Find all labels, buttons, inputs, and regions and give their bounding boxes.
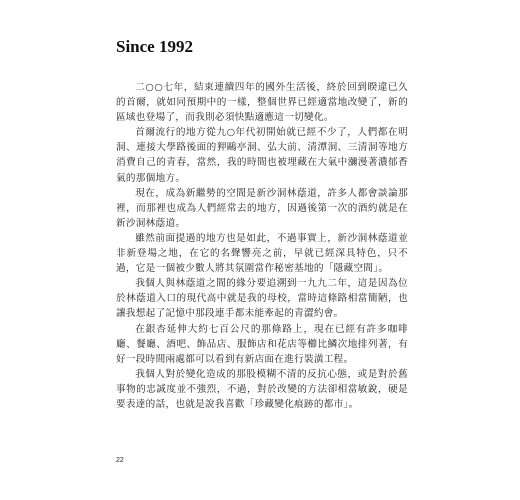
paragraph: 雖然前面提過的地方也是如此，不過事實上，新沙洞林蔭道並非新登場之地，在它的名聲響亮之前，早就已經深具特色，只不過，它是一個被少數人將其氛圍當作秘密基地的「隱藏空間」。 xyxy=(116,232,408,275)
paragraph: 我個人與林蔭道之間的緣分要追溯到一九九二年，這是因為位於林蔭道入口的現代高中就是我的母校，當時這條路相當簡陋，也讓我想起了記憶中那段連手都未能牽起的青澀約會。 xyxy=(116,278,408,320)
paragraph: 二○○七年，結束連續四年的國外生活後，終於回到睽違已久的首爾，就如同預期中的一樣，整個世界已經適當地改變了，新的區域也登場了，而我則必須快點適應這一切變化。 xyxy=(116,82,408,124)
page-number: 22 xyxy=(116,457,124,464)
paragraph: 在銀杏延伸大約七百公尺的那條路上，現在已經有許多咖啡廳、餐廳、酒吧、飾品店、服飾店和花店等櫛比鱗次地排列著，有好一段時間兩處都可以看到有新店面在進行裝潢工程。 xyxy=(116,323,408,365)
body-text xyxy=(116,80,408,412)
paragraph: 現在，成為新繼勢的空間是新沙洞林蔭道，許多人都會談論那裡，而那裡也成為人們經常去的地方，因過後第一次的酒約就是在新沙洞林蔭道。 xyxy=(116,187,408,229)
paragraph: 首爾流行的地方從九○年代初開始就已經不少了，人們都在明洞、連接大學路後面的狎鷗亭洞、弘大前、清潭洞、三清洞等地方消費自己的青春，當然，我的時間也被埋藏在大氣中瀰漫著濃郁香氣的那個地方。 xyxy=(116,127,408,184)
chapter-title: Since 1992 xyxy=(116,37,193,56)
paragraph: 我個人對於變化造成的那股模糊不清的反抗心態，或是對於舊事物的忠誠度並不強烈，不過，對於改變的方法卻相當敏銳，硬是要表達的話，也就是說我喜歡「珍藏變化痕跡的都市」。 xyxy=(116,368,408,410)
